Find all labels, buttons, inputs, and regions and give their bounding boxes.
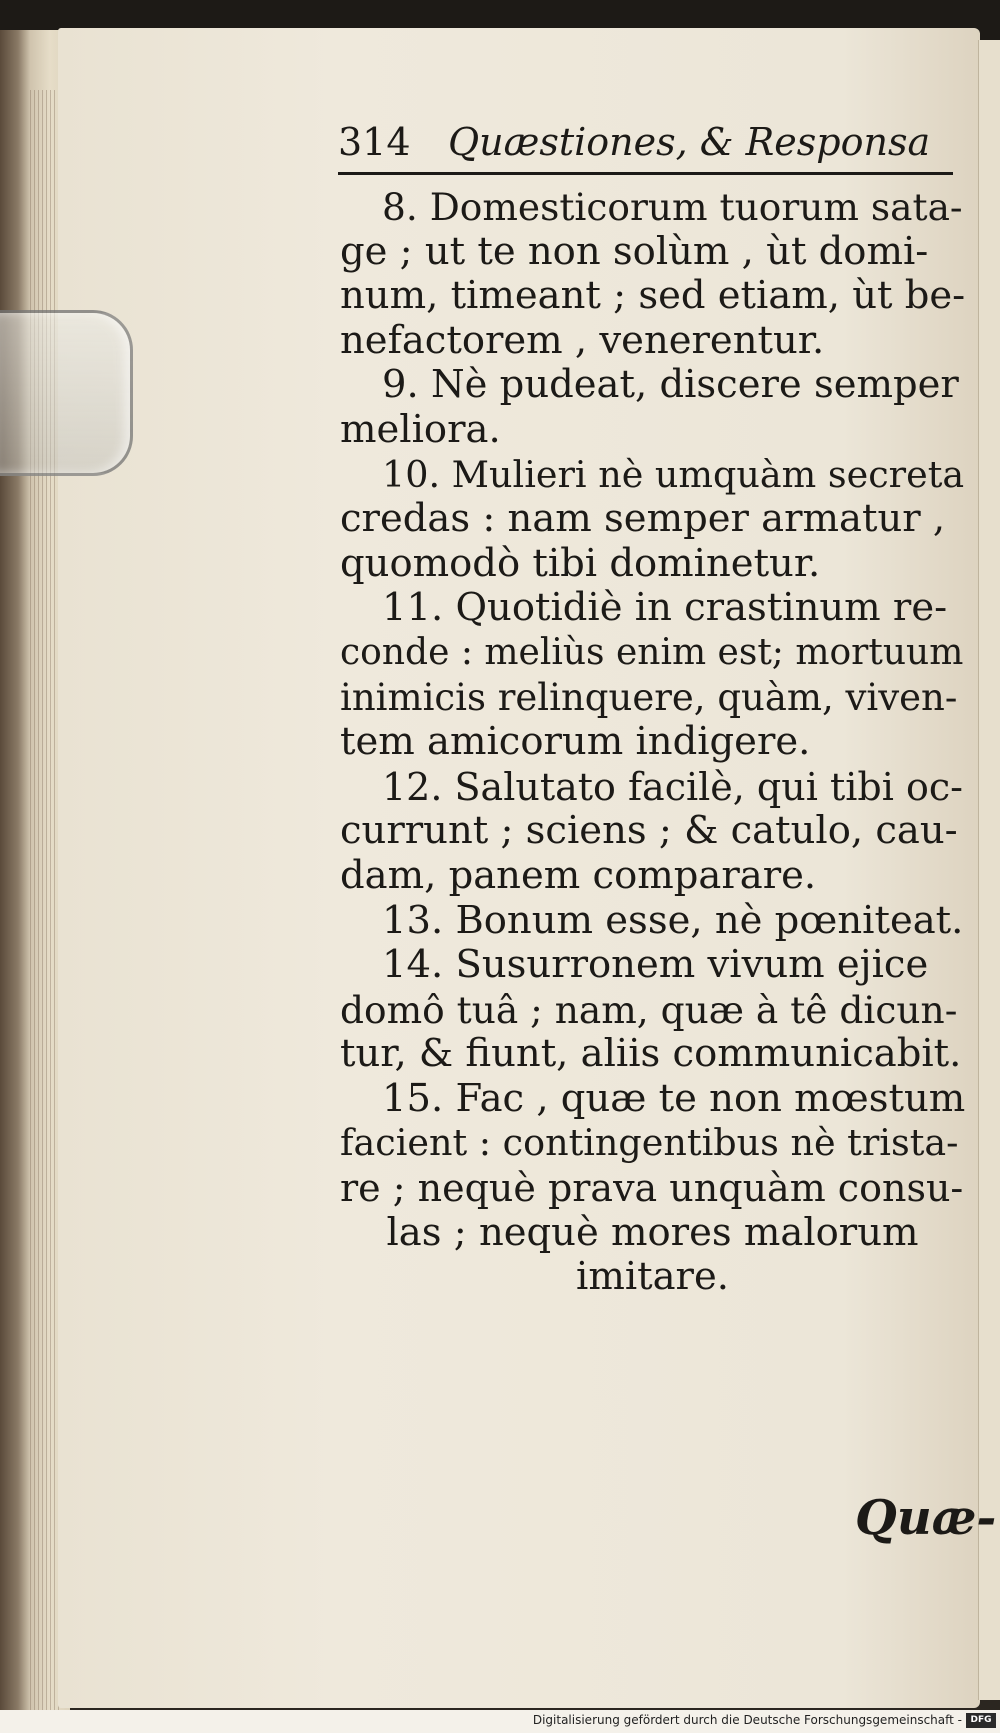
text-line: currunt ; sciens ; & catulo, cau- (340, 808, 958, 854)
text-line: ge ; ut te non solùm , ùt domi- (340, 228, 929, 274)
page-header (338, 120, 958, 180)
funding-credit: Digitalisierung gefördert durch die Deutsche Forschungsgemeinschaft - (532, 1713, 962, 1727)
text-line: 15. Fac , quæ te non mœstum (382, 1075, 966, 1121)
text-line: las ; nequè mores malorum (386, 1209, 919, 1255)
text-line: quomodò tibi dominetur. (340, 540, 821, 586)
text-line: tur, & fiunt, aliis communicabit. (340, 1031, 962, 1077)
text-line: 14. Susurronem vivum ejice (382, 942, 929, 988)
text-line: 10. Mulieri nè umquàm secreta (382, 452, 965, 496)
text-line: 9. Nè pudeat, discere semper (382, 362, 959, 408)
text-line: num, timeant ; sed etiam, ùt be- (340, 273, 966, 319)
text-line: tem amicorum indigere. (340, 719, 811, 765)
text-line: dam, panem comparare. (340, 852, 817, 898)
text-line: nefactorem , venerentur. (340, 317, 825, 363)
text-line: 12. Salutato facilè, qui tibi oc- (382, 764, 963, 809)
text-line: meliora. (340, 406, 501, 452)
facing-page-edge (978, 40, 1000, 1700)
text-line: inimicis relinquere, quàm, viven- (340, 675, 958, 719)
body-text (340, 185, 965, 1300)
catchword: Quæ- (855, 1490, 997, 1546)
footer-bar (0, 1710, 1000, 1733)
running-title: Quæstiones, & Responsa (448, 120, 931, 164)
page-number: 314 (338, 120, 411, 164)
text-line: imitare. (576, 1254, 729, 1300)
glass-page-clip (0, 310, 133, 476)
text-line: facient : contingentibus nè trista- (340, 1121, 959, 1165)
text-line: 13. Bonum esse, nè pœniteat. (382, 897, 964, 943)
text-line: 11. Quotidiè in crastinum re- (382, 585, 948, 631)
text-line: domô tuâ ; nam, quæ à tê dicun- (340, 987, 958, 1032)
dfg-logo: DFG (966, 1713, 996, 1728)
text-line: re ; nequè prava unquàm consu- (340, 1166, 964, 1211)
header-rule (338, 172, 953, 175)
text-line: credas : nam semper armatur , (340, 496, 946, 542)
text-line: 8. Domesticorum tuorum sata- (382, 185, 963, 229)
text-line: conde : meliùs enim est; mortuum (340, 631, 964, 673)
